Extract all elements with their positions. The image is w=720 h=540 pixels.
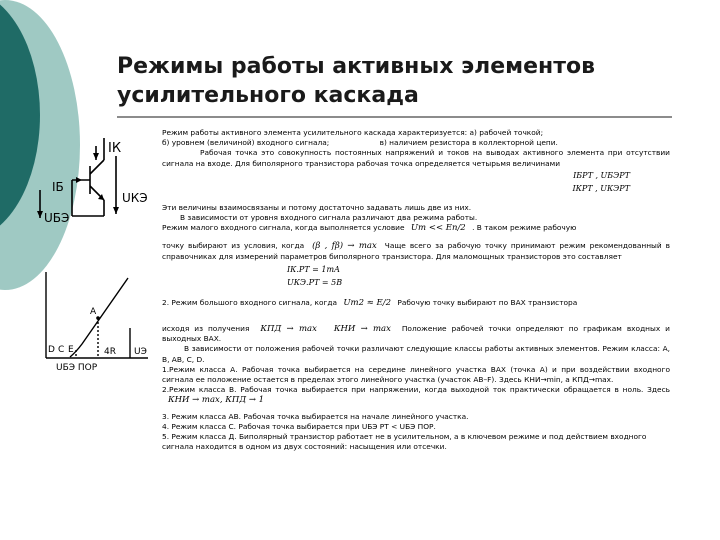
para-10: В зависимости от положения рабочей точки различают следующие классы работы активных элементов. Режим класса: A, B, AB, C, D. <box>162 344 670 364</box>
para-14: 4. Режим класса С. Рабочая точка выбирается при UБЭ РТ < UБЭ ПОР. <box>162 421 436 431</box>
para-9 <box>162 324 670 344</box>
para-8b: Рабочую точку выбирают по ВАХ транзистора <box>397 297 578 307</box>
formula-kpd: КПД → max <box>260 324 317 335</box>
formula-small-signal: Um << Eп/2 <box>410 223 466 234</box>
title-divider <box>117 116 672 118</box>
para-2b: в) наличием резистора в коллекторной цепи. <box>379 138 558 148</box>
formula-ik-uke: IКРТ , UКЭРТ <box>572 183 630 193</box>
label-ik: IК <box>108 141 122 156</box>
label-a: A <box>90 307 97 317</box>
formula-large-signal: Um2 ≈ E/2 <box>343 297 392 308</box>
label-e: E <box>68 345 74 355</box>
para-9a: исходя из получения <box>162 324 250 334</box>
ik-arrowhead <box>93 153 99 160</box>
para-6a: Режим малого входного сигнала, когда выполняется условие <box>162 223 405 233</box>
formula-block-rt <box>162 169 670 203</box>
label-ue: UЭ <box>134 347 147 357</box>
formula-ik-value: IК.РТ = 1mA <box>287 264 340 274</box>
label-ube: UБЭ <box>44 211 70 225</box>
formula-block-values <box>162 262 670 294</box>
formula-uke-value: UКЭ.РТ = 5B <box>287 277 343 287</box>
para-9b: Положение рабочей точки определяют по графикам входных и выходных ВАХ. <box>162 324 670 344</box>
para-2a: б) уровнем (величиной) входного сигнала; <box>162 138 330 148</box>
point-a <box>96 316 100 320</box>
formula-classb: КНИ → max, КПД → 1 <box>168 395 265 406</box>
label-4r: 4R <box>104 347 116 357</box>
label-uke: UКЭ <box>122 191 148 205</box>
para-5: В зависимости от уровня входного сигнала различают два режима работы. <box>180 213 478 223</box>
formula-beta: (β , fβ) → max <box>312 241 377 252</box>
para-13: 3. Режим класса АВ. Рабочая точка выбирается на начале линейного участка. <box>162 411 469 421</box>
ib-arrowhead <box>76 177 82 183</box>
para-8 <box>162 298 670 308</box>
transistor-diagram <box>32 132 150 236</box>
para-7a: точку выбирают из условия, когда <box>162 241 305 251</box>
label-d: D <box>48 345 55 355</box>
para-12-text: 2.Режим класса В. Рабочая точка выбирается при напряжении, когда выходной ток практически обращается в ноль. Здесь <box>162 385 670 395</box>
para-3: Рабочая точка это совокупность постоянных напряжений и токов на выводах активного элемента при отсутствии сигнала на входе. Для биполярного транзистора рабочая точка определяется четырьмя величинами <box>162 148 670 168</box>
para-4: Эти величины взаимосвязаны и потому достаточно задавать лишь две из них. <box>162 202 472 212</box>
vax-graph <box>30 268 160 380</box>
para-1: Режим работы активного элемента усилительного каскада характеризуется: а) рабочей точкой; <box>162 128 544 137</box>
label-c: C <box>58 345 65 355</box>
slide-title <box>117 52 677 110</box>
para-8a: 2. Режим большого входного сигнала, когда <box>162 297 338 307</box>
para-11: 1.Режим класса А. Рабочая точка выбирается на середине линейного участка ВАХ (точка А) и при воздействии входного сигнала ее положение остается в пределах этого линейного участка (участок AB–F). Здесь КНИ→min, а КПД→max. <box>162 364 670 385</box>
para-6 <box>162 223 670 233</box>
title-line-2: усилительного каскада <box>117 83 419 108</box>
para-6b: . В таком режиме рабочую <box>472 223 577 233</box>
collector-leg <box>90 160 104 174</box>
para-15: 5. Режим класса Д. Биполярный транзистор работает не в усилительном, а в ключевом режиме и под действием входного сигнала находится в одном из двух состояний: насыщения или отсечки. <box>162 432 647 452</box>
label-ubepor: UБЭ ПОР <box>56 363 98 373</box>
label-ib: IБ <box>52 180 64 194</box>
formula-ib-ube: IБРТ , UБЭРТ <box>573 170 630 180</box>
title-line-1: Режимы работы активных элементов <box>117 54 596 79</box>
para-12 <box>162 385 670 405</box>
para-2 <box>162 138 670 148</box>
para-7 <box>162 241 670 261</box>
ube-arrowhead <box>37 211 43 218</box>
para-7b: Чаще всего за рабочую точку принимают режим рекомендованный в справочниках для измерений параметров биполярного транзистора. Для маломощных транзисторов это составляет <box>162 241 670 261</box>
uke-arrowhead <box>113 207 119 214</box>
body-text <box>162 128 670 452</box>
formula-kni: КНИ → max <box>333 324 391 335</box>
